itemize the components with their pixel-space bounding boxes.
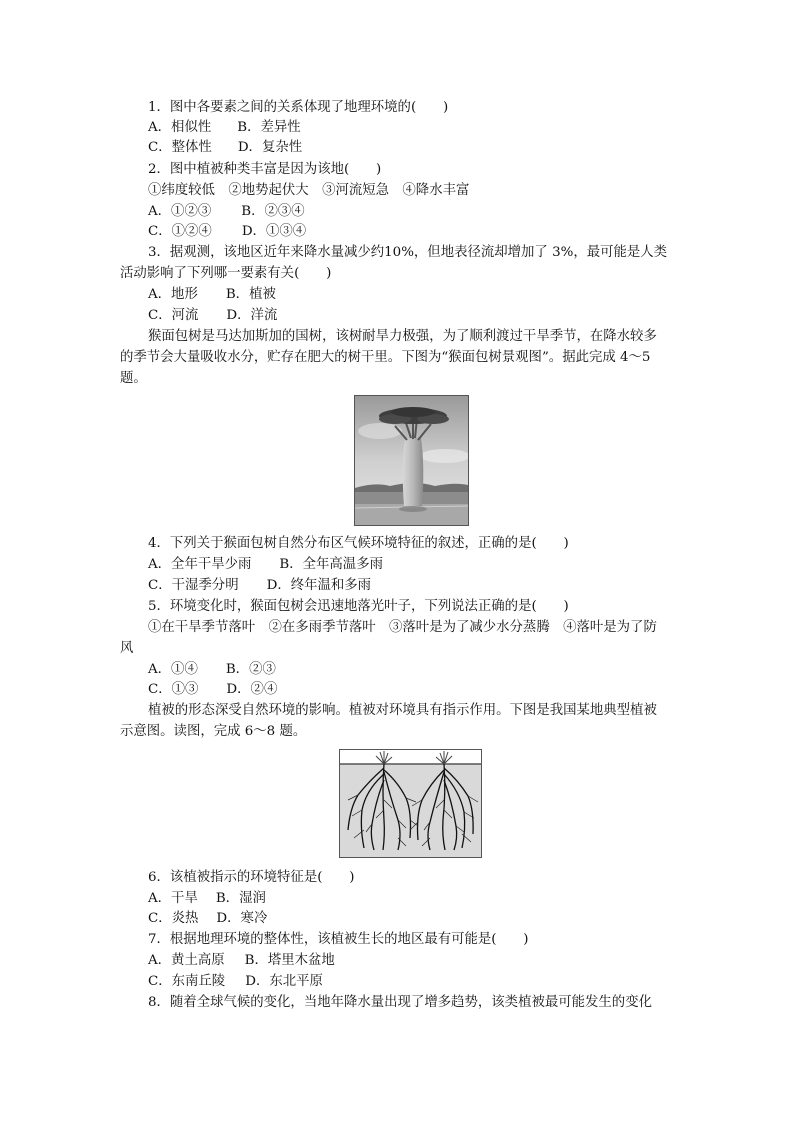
q4-option-a: A．全年干旱少雨 bbox=[148, 557, 252, 572]
q7-option-b: B．塔里木盆地 bbox=[244, 953, 335, 968]
q3-stem-line2: 活动影响了下列哪一要素有关( ) bbox=[120, 266, 332, 281]
passage1-line1: 猴面包树是马达加斯加的国树，该树耐旱力极强，为了顺利渡过干旱季节，在降水较多 bbox=[148, 329, 657, 344]
passage2-line1: 植被的形态深受自然环境的影响。植被对环境具有指示作用。下图是我国某地典型植被 bbox=[148, 703, 657, 718]
q5-items-line2: 风 bbox=[120, 641, 134, 656]
q2-stem: 2．图中植被种类丰富是因为该地( ) bbox=[148, 162, 382, 177]
q3-option-c: C．河流 bbox=[148, 308, 199, 323]
q2-option-c: C．①②④ bbox=[148, 224, 212, 239]
passage1-line2: 的季节会大量吸收水分，贮存在肥大的树干里。下图为“猴面包树景观图”。据此完成 4～5 bbox=[120, 350, 651, 365]
q7-option-c: C．东南丘陵 bbox=[148, 974, 226, 989]
q5-options-row1 bbox=[148, 660, 276, 679]
q4-option-b: B．全年高温多雨 bbox=[279, 557, 383, 572]
q7-options-row2 bbox=[148, 972, 323, 991]
q7-option-a: A．黄土高原 bbox=[148, 953, 225, 968]
q3-options-row2 bbox=[148, 306, 277, 325]
q3-stem-line1: 3．据观测，该地区近年来降水量减少约10%，但地表径流却增加了 3%，最可能是人类 bbox=[148, 245, 668, 260]
q5-option-d: D．②④ bbox=[226, 682, 278, 697]
q4-option-c: C．干湿季分明 bbox=[148, 578, 239, 593]
q8-stem: 8．随着全球气候的变化，当地年降水量出现了增多趋势，该类植被最可能发生的变化 bbox=[148, 995, 652, 1010]
q5-option-a: A．①④ bbox=[148, 662, 198, 677]
q3-option-b: B．植被 bbox=[225, 287, 276, 302]
q1-option-c: C．整体性 bbox=[148, 140, 212, 155]
baobab-tree-illustration bbox=[355, 396, 468, 525]
q3-option-a: A．地形 bbox=[148, 287, 198, 302]
q3-options-row1 bbox=[148, 285, 276, 304]
q3-option-d: D．洋流 bbox=[226, 308, 278, 323]
q5-items-line1: ①在干旱季节落叶 ②在多雨季节落叶 ③落叶是为了减少水分蒸腾 ④落叶是为了防 bbox=[148, 620, 657, 635]
q2-option-b: B．②③④ bbox=[241, 204, 305, 219]
q4-options-row1 bbox=[148, 555, 383, 574]
q2-option-a: A．①②③ bbox=[148, 204, 212, 219]
baobab-tree-figure bbox=[354, 395, 469, 526]
q1-options-row1 bbox=[148, 118, 301, 137]
q6-option-b: B．湿润 bbox=[215, 891, 266, 906]
q6-options-row2 bbox=[148, 909, 267, 928]
q1-option-b: B．差异性 bbox=[237, 120, 301, 135]
q4-options-row2 bbox=[148, 576, 371, 595]
q6-option-a: A．干旱 bbox=[148, 891, 198, 906]
passage2-line2: 示意图。读图，完成 6～8 题。 bbox=[120, 724, 307, 739]
q4-option-d: D．终年温和多雨 bbox=[266, 578, 372, 593]
q5-option-b: B．②③ bbox=[225, 662, 276, 677]
q6-stem: 6．该植被指示的环境特征是( ) bbox=[148, 870, 355, 885]
root-system-figure bbox=[339, 749, 482, 858]
q5-option-c: C．①③ bbox=[148, 682, 199, 697]
q5-stem: 5．环境变化时，猴面包树会迅速地落光叶子，下列说法正确的是( ) bbox=[148, 599, 569, 614]
root-system-illustration bbox=[340, 750, 481, 857]
q6-option-c: C．炎热 bbox=[148, 911, 199, 926]
q2-items: ①纬度较低 ②地势起伏大 ③河流短急 ④降水丰富 bbox=[148, 183, 470, 198]
q1-option-a: A．相似性 bbox=[148, 120, 212, 135]
q1-options-row2 bbox=[148, 138, 302, 157]
q2-option-d: D．①③④ bbox=[241, 224, 307, 239]
q7-options-row1 bbox=[148, 951, 335, 970]
q1-stem: 1．图中各要素之间的关系体现了地理环境的( ) bbox=[148, 100, 449, 115]
q1-option-d: D．复杂性 bbox=[237, 140, 303, 155]
q2-options-row1 bbox=[148, 202, 305, 221]
q5-options-row2 bbox=[148, 680, 277, 699]
passage1-line3: 题。 bbox=[120, 371, 147, 386]
q7-stem: 7．根据地理环境的整体性，该植被生长的地区最有可能是( ) bbox=[148, 932, 529, 947]
q2-options-row2 bbox=[148, 222, 306, 241]
q7-option-d: D．东北平原 bbox=[245, 974, 323, 989]
q6-option-d: D．寒冷 bbox=[216, 911, 268, 926]
q4-stem: 4．下列关于猴面包树自然分布区气候环境特征的叙述，正确的是( ) bbox=[148, 536, 569, 551]
q6-options-row1 bbox=[148, 889, 266, 908]
